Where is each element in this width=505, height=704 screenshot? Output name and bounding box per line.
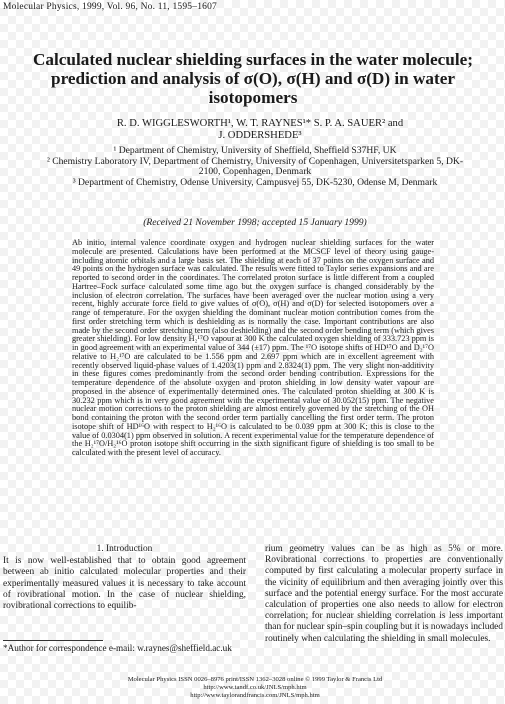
- correspondence-footnote: *Author for correspondence e-mail: w.raynes@sheffield.ac.uk: [3, 643, 232, 653]
- author-list: [60, 118, 460, 142]
- footer-issn: Molecular Physics ISSN 0026–8976 print/ISSN 1362–3028 online © 1999 Taylor & Francis Ltd: [127, 676, 383, 683]
- paper-title: Calculated nuclear shielding surfaces in the water molecule; prediction and analysis of σ(O), σ(H) and σ(D) in water isotopomers: [33, 50, 473, 107]
- running-head: Molecular Physics, 1999, Vol. 96, No. 11, 1595–1607: [3, 2, 218, 12]
- received-dates: (Received 21 November 1998; accepted 15 January 1999): [143, 217, 367, 228]
- authors-line-1: R. D. WIGGLESWORTH¹, W. T. RAYNES¹* S. P. A. SAUER² and: [116, 118, 404, 129]
- intro-paragraph-right: rium geometry values can be as high as 5% or more. Rovibrational corrections to properties are conventionally computed by first calculating a molecular property surface in the vicinity of equilibrium and then averaging jointly over this surface and the potential energy surface. For the most accurate calculation of properties one also needs to allow for electron correlation; for nuclear shielding correlation is less important than for nuclear spin–spin coupling but it is nowadays included routinely when calculating the shielding in small molecules.: [265, 544, 503, 644]
- left-column: [3, 544, 246, 612]
- authors-line-2: J. ODDERSHEDE³: [218, 130, 302, 141]
- footnote-divider: [3, 640, 103, 641]
- right-column: [265, 544, 503, 645]
- affiliation-3: ³ Department of Chemistry, Odense University, Campusvej 55, DK-5230, Odense M, Denmark: [72, 176, 438, 188]
- intro-paragraph-left: It is now well-established that to obtain good agreement between ab initio calculated molecular properties and their experimentally measured values it is necessary to take account of rovibrational motion. In the case of nuclear shielding, rovibrational corrections to equilib-: [3, 556, 246, 612]
- affiliation-1: ¹ Department of Chemistry, University of Sheffield, Sheffield S37HF, UK: [113, 145, 397, 156]
- footer-link-2[interactable]: http://www.taylorandfrancis.com/JNLS/mph.htm: [190, 692, 320, 699]
- abstract-text: Ab initio, internal valence coordinate oxygen and hydrogen nuclear shielding surfaces for the water molecule are presented. Calculations have been performed at the MCSCF level of theory using gauge-including atomic orbitals and a large basis set. The shielding at each of 37 points on the oxygen surface and 49 points on the hydrogen surface was calculated. The results were fitted to Taylor series expansions and are reported to second order in the coordinates. The correlated proton surface is little different from a coupled Hartree–Fock surface calculated some time ago but the oxygen surface is changed considerably by the inclusion of electron correlation. The surfaces have been averaged over the nuclear motion using a very recent, highly accurate force field to give values of σ(O), σ(H) and σ(D) for selected isotopomers over a range of temperature. For the oxygen shielding the dominant nuclear motion contribution comes from the first order stretching term which is deshielding as is normally the case. Important contributions are also made by the second order stretching term (also deshielding) and the second order bending term (which gives greater shielding). For low density H₂¹⁷O vapour at 300 K the calculated oxygen shielding of 333.723 ppm is in good agreement with an experimental value of 344 (±17) ppm. The ¹⁷O isotope shifts of HD¹⁷O and D₂¹⁷O relative to H₂¹⁷O are calculated to be 1.556 ppm and 2.697 ppm which are in excellent agreement with recently observed liquid-phase values of 1.4203(1) ppm and 2.8324(1) ppm. The very slight non-additivity in these figures comes predominantly from the second order bending contribution. Expressions for the temperature dependence of the absolute oxygen and proton shielding in low density water vapour are proposed in the absence of experimentally determined ones. The calculated proton shielding at 300 K is 30.232 ppm which is in very good agreement with the experimental value of 30.052(15) ppm. The negative nuclear motion corrections to the proton shielding are almost entirely governed by the stretching of the OH bond containing the proton with the second order term partially cancelling the first order term. The proton isotope shift of HD¹⁶O with respect to H₂¹⁶O is calculated to be 0.039 ppm at 300 K; this is close to the value of 0.0304(1) ppm observed in solution. A recent experimental value for the temperature dependence of the H₂¹⁷O/H₂¹⁶O proton isotope shift occurring in the sixth significant figure of shielding is too small to be calculated with the present level of accuracy.: [72, 238, 434, 457]
- section-heading: 1. Introduction: [96, 544, 153, 554]
- footer-link-1[interactable]: http://www.tandf.co.uk/JNLS/mph.htm: [203, 684, 307, 691]
- abstract: [72, 239, 434, 458]
- page-footer: [100, 676, 410, 700]
- affiliations: [40, 146, 470, 188]
- affiliation-2: ² Chemistry Laboratory IV, Department of Chemistry, University of Copenhagen, Universitetsparken 5, DK-2100, Copenhagen, Denmark: [46, 155, 464, 178]
